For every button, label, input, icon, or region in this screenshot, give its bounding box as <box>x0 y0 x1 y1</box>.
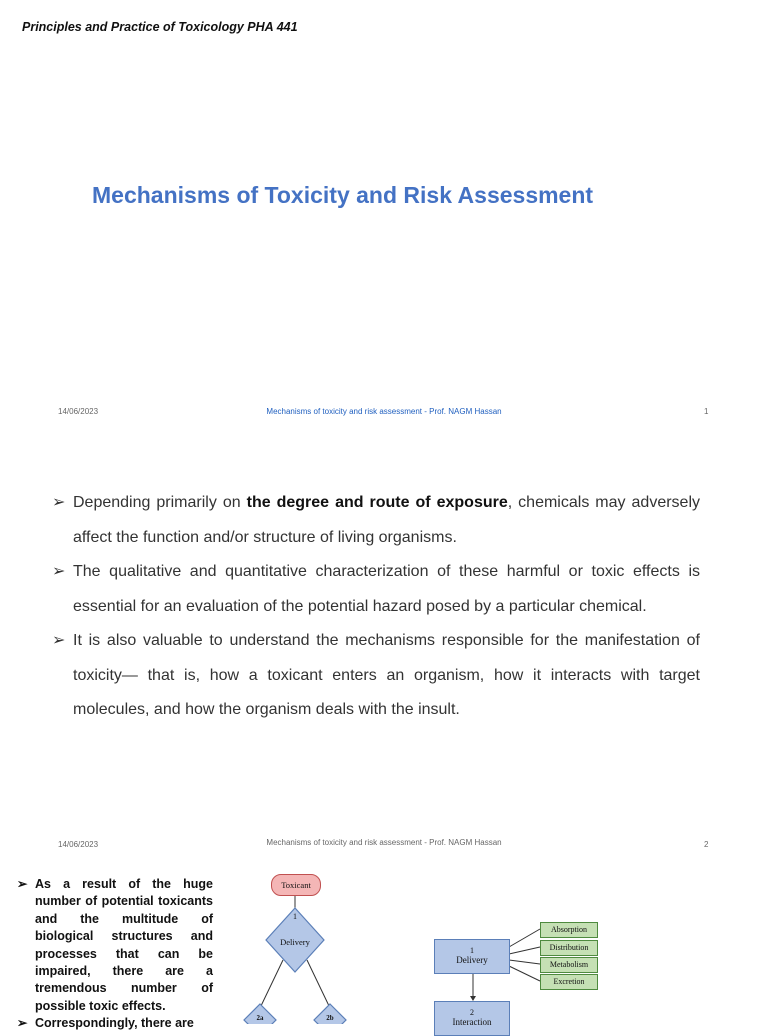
bullet-marker-icon: ➢ <box>52 632 66 649</box>
bullet-marker-icon: ➢ <box>52 563 66 580</box>
metabolism-box: Metabolism <box>540 957 598 973</box>
slide-3-bullets <box>17 876 213 1033</box>
slide-2-bullets <box>52 486 700 728</box>
absorption-box: Absorption <box>540 922 598 938</box>
step-2a-label: 2a <box>256 1014 264 1022</box>
interaction-box <box>434 1001 510 1036</box>
bullet-marker-icon: ➢ <box>17 877 28 891</box>
delivery-box <box>434 939 510 974</box>
delivery-box-number: 1 <box>470 946 474 955</box>
footer-date: 14/06/2023 <box>58 840 99 849</box>
bullet-text: Depending primarily on <box>73 494 247 511</box>
bullet-text: It is also valuable to understand the mechanisms responsible for the manifestation of toxicity— that is, how a toxicant enters an organism, how it interacts with target molecules, and how the organism deals with the insult. <box>73 632 700 718</box>
bullet-marker-icon: ➢ <box>52 494 66 511</box>
interaction-box-label: Interaction <box>452 1017 492 1027</box>
bullet-bold-text: the degree and route of exposure <box>246 494 508 511</box>
bullet-item <box>52 486 700 555</box>
course-title: Principles and Practice of Toxicology PHA 441 <box>22 20 298 34</box>
bullet-item <box>52 624 700 728</box>
toxicant-node: Toxicant <box>271 874 321 896</box>
connector-line <box>509 966 540 981</box>
footer-center: Mechanisms of toxicity and risk assessment - Prof. NAGM Hassan <box>266 407 502 416</box>
bullet-text: As a result of the huge number of potential toxicants and the multitude of biological structures and processes that can be impaired, there are a tremendous number of possible toxic effects. <box>35 877 213 1013</box>
step-1-label: Delivery <box>280 937 310 947</box>
connector-line <box>307 960 330 1008</box>
connector-line <box>509 929 540 947</box>
bullet-text: , chemicals may adversely affect the function and/or structure of living organisms. <box>73 494 701 546</box>
slide-title: Mechanisms of Toxicity and Risk Assessment <box>92 182 594 208</box>
footer-center: Mechanisms of toxicity and risk assessment - Prof. NAGM Hassan <box>266 838 502 847</box>
connector-line <box>509 947 540 954</box>
connector-line <box>509 960 540 964</box>
page-number: 1 <box>704 407 709 416</box>
bullet-text: Correspondingly, there are <box>35 1016 194 1031</box>
bullet-item <box>17 876 213 1015</box>
excretion-box: Excretion <box>540 974 598 990</box>
slide-1 <box>0 0 768 430</box>
footer-date: 14/06/2023 <box>58 407 99 416</box>
connector-line <box>260 960 283 1008</box>
bullet-text: The qualitative and quantitative characterization of these harmful or toxic effects is essential for an evaluation of the potential hazard posed by a particular chemical. <box>73 563 700 615</box>
delivery-box-label: Delivery <box>456 955 488 965</box>
bullet-marker-icon: ➢ <box>17 1016 28 1031</box>
interaction-box-number: 2 <box>470 1008 474 1017</box>
bullet-item <box>52 555 700 624</box>
step-1-number: 1 <box>293 912 297 921</box>
page-number: 2 <box>704 840 709 849</box>
distribution-box: Distribution <box>540 940 598 956</box>
step-2b-label: 2b <box>326 1014 334 1022</box>
